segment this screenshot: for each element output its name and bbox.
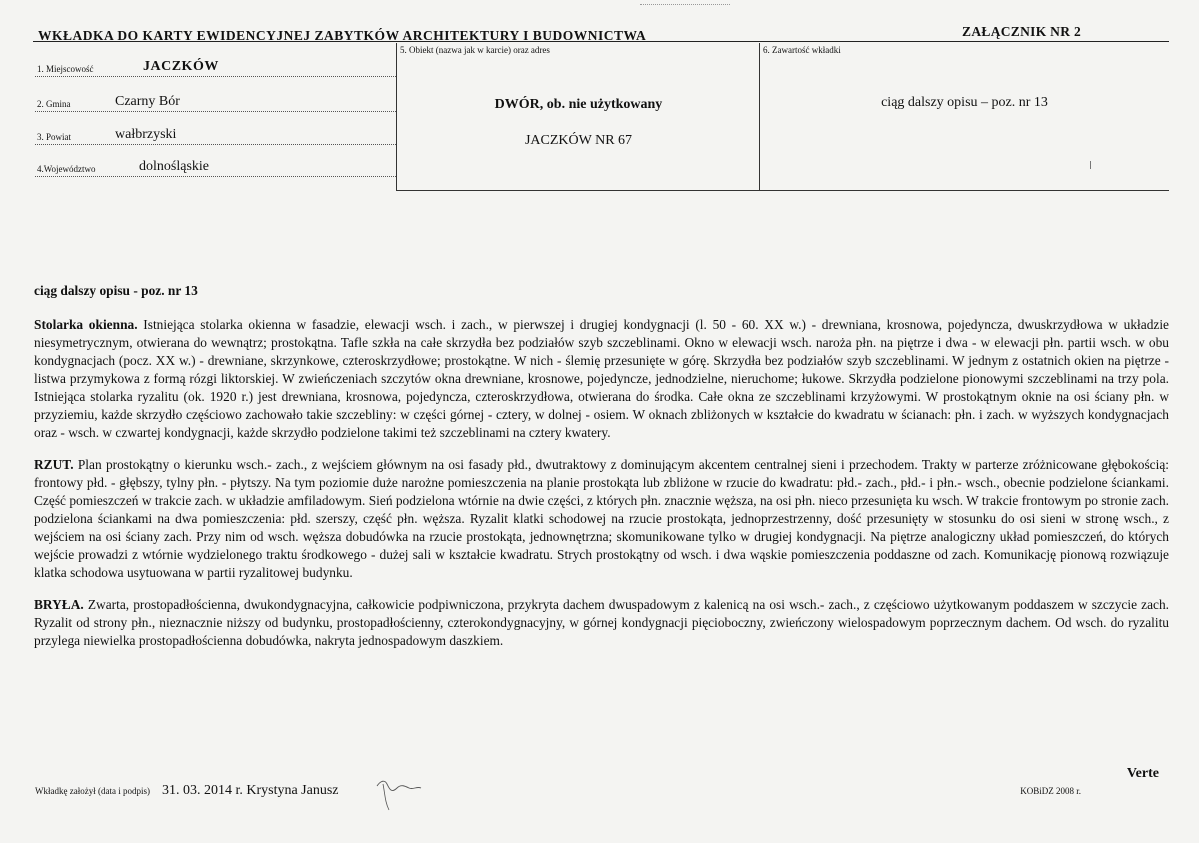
object-address: JACZKÓW NR 67 [524,133,633,148]
field-label: 2. Gmina [37,99,71,109]
field-label: 3. Powiat [37,132,72,142]
object-name: DWÓR, ob. nie użytkowany [494,97,663,112]
paragraph-lead: RZUT. [34,457,74,472]
field-locality [35,58,396,77]
field-value: dolnośląskie [139,159,209,174]
founded-line [35,781,339,799]
field-commune [35,93,396,112]
contents-text: ciąg dalszy opisu – poz. nr 13 [881,95,1048,110]
field-value: Czarny Bór [115,94,180,109]
form-title: WKŁADKA DO KARTY EWIDENCYJNEJ ZABYTKÓW ARCHITEKTURY I BUDOWNICTWA [38,28,647,43]
field-district [35,126,396,145]
scan-mark [640,4,730,5]
handwritten-signature [371,776,431,816]
paragraph-text: Istniejąca stolarka okienna w fasadzie, elewacji wsch. i zach., w pierwszej i drugiej kondygnacji (l. 50 - 60. XX w.) - drewniana, krosnowa, pojedyncza, dwuskrzydłowa w układzie niesymetrycznym, otwierana do wewnątrz; prostokątna. Tafle szkła na całe skrzydła bez podziałów szyb szczeblinami. Okno w elewacji wsch. naroża płn. na piętrze i dwa - w elewacji płn. partii wsch. w obu kondygnacjach (pocz. XX w.) - drewniane, skrzynkowe, czteroskrzydłowe; prostokątne. W nich - ślemię przesunięte w górę. Skrzydła bez podziałów szyb szczeblinami. W jednym z ostatnich okien na piętrze - listwa przymykowa z formą rózgi liktorskiej. W zwieńczeniach szczytów okna drewniane, krosnowe, pojedyncze, jednodzielne, nieruchome; łukowe. Skrzydła podzielone pionowymi szczeblinami na trzy pola. Istniejąca stolarka ryzalitu (ok. 1920 r.) jest drewniana, krosnowa, pojedyncza, czteroskrzydłowa, otwierana do środka. Całe okna ze szczeblinami krzyżowymi. W prostokątnym oknie na osi ściany płn. w przyziemiu, każde skrzydło częściowo zachowało takie szczebliny: w części górnej - cztery, w dolnej - osiem. W oknach zbliżonych w kształcie do kwadratu w ścianach: płn. i zach. w wyższych kondygnacjach oraz - wsch. w czwartej kondygnacji, każde skrzydło podzielone takimi też szczeblinami na cztery kwatery. [34,317,1169,440]
field-value: wałbrzyski [115,127,177,142]
object-caption: 5. Obiekt (nazwa jak w karcie) oraz adres [400,45,550,55]
founded-label: Wkładkę założył (data i podpis) [35,786,150,796]
scan-mark [1090,161,1091,169]
paragraph-text: Plan prostokątny o kierunku wsch.- zach., z wejściem głównym na osi fasady płd., dwutraktowy z dominującym akcentem centralnej sieni i przechodem. Trakty w parterze zróżnicowane głębokością: frontowy płd. - głębszy, tylny płn. - płytszy. Na tym poziomie duże narożne pomieszczenia na planie prostokąta lub zbliżone w rzucie do kwadratu: płd.- zach., płd.- i płn.- wsch., obecnie podzielone ściankami. Część pomieszczeń w trakcie zach. w układzie amfiladowym. Sień podzielona wtórnie na dwie części, z których płn. znacznie węższa, na osi płn. nieco przesunięta ku wsch. W trakcie frontowym po stronie zach. podzielona ściankami na dwa pomieszczenia: płd. szerszy, część płn. węższa. Ryzalit klatki schodowej na rzucie prostokąta, jednoprzestrzenny, dość przesunięty w stosunku do osi sieni w stronę wsch., z wejściem na osi ściany zach. Przy nim od wsch. węższa dobudówka na rzucie prostokąta, jednownętrzna; skomunikowane tylko w drugiej kondygnacji. Na piętrze analogiczny układ pomieszczeń, do których wejście prowadzi z wtórnie wydzielonego traktu środkowego - dużej sali w kształcie kwadratu. Strych prostokątny od wsch. i dwa wąskie pomieszczenia poddaszne od zach. Komunikację pionową rozwiązuje klatka schodowa usytuowana w partii ryzalitowej budynku. [34,457,1169,580]
object-box [396,43,760,191]
header-rule [33,41,1169,42]
paragraph-text: Zwarta, prostopadłościenna, dwukondygnacyjna, całkowicie podpiwniczona, przykryta dachem dwuspadowym z kalenicą na osi wsch.- zach., z częściowo użytkowanym poddaszem w szczycie zach. Ryzalit od strony płn., nieznacznie niższy od budynku, prostopadłościenny, czterokondygnacyjny, w górnej kondygnacji pięcioboczny, zwieńczony wielospadowym poprzecznym dachem. Od wsch. do ryzalitu przylega niewielka prostopadłościenna dobudówka, nakryta jednospadowym daszkiem. [34,597,1169,648]
form-version: KOBiDZ 2008 r. [1020,786,1081,796]
field-label: 4.Województwo [37,164,96,174]
paragraph-plan [34,456,1169,582]
annex-number: ZAŁĄCZNIK NR 2 [962,24,1081,39]
field-label: 1. Miejscowość [37,64,94,74]
field-value: JACZKÓW [143,59,219,74]
founded-value: 31. 03. 2014 r. Krystyna Janusz [161,783,339,798]
contents-caption: 6. Zawartość wkładki [763,45,841,55]
description-body [34,282,1169,664]
paragraph-massing [34,596,1169,650]
contents-box [759,43,1169,191]
field-voivodeship [35,158,396,177]
paragraph-lead: Stolarka okienna. [34,317,138,332]
verte-label: Verte [1126,766,1159,781]
paragraph-lead: BRYŁA. [34,597,84,612]
paragraph-window-joinery [34,316,1169,442]
section-subtitle: ciąg dalszy opisu - poz. nr 13 [34,283,198,298]
